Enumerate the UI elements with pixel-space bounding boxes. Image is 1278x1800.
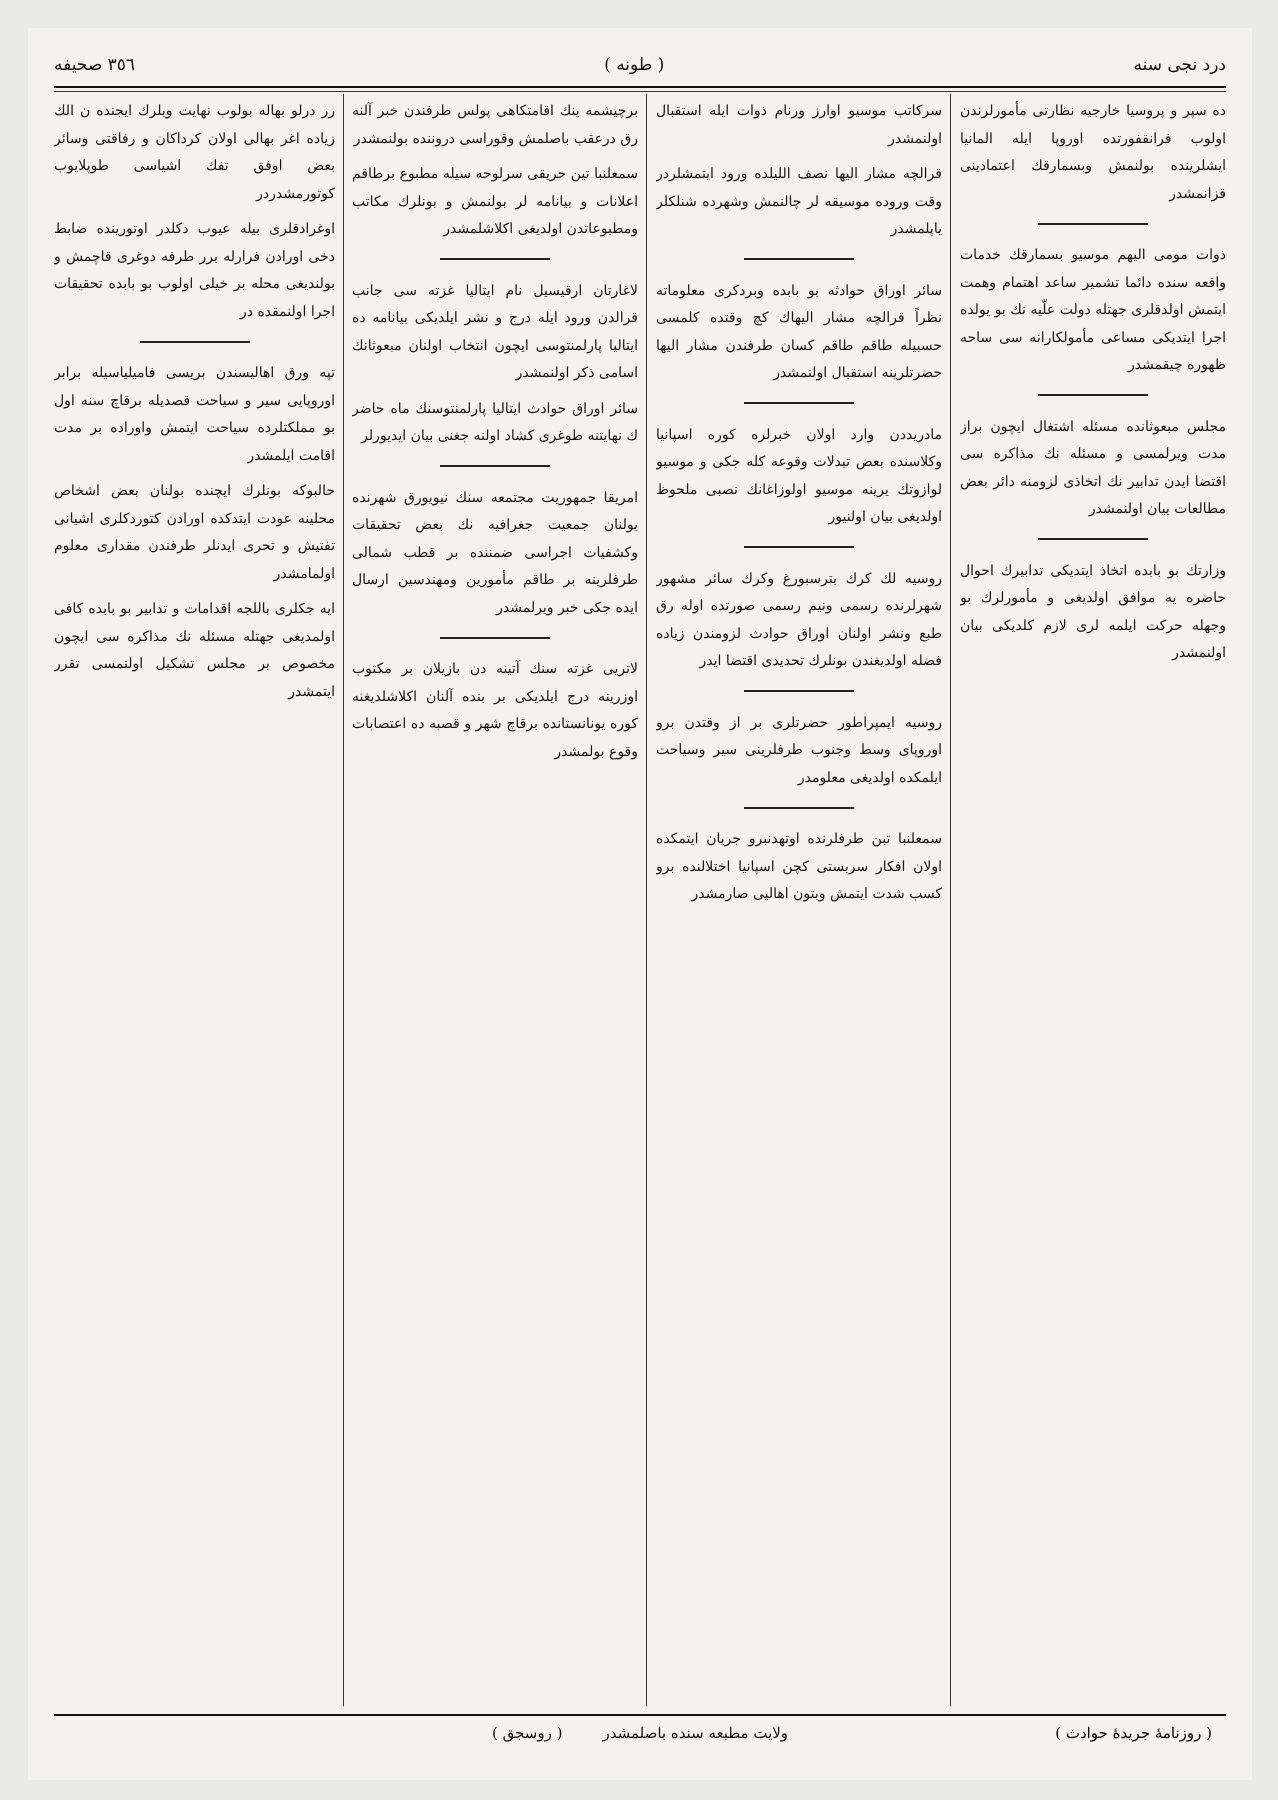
issue-year: درد نجى سنه — [1133, 55, 1226, 75]
article-paragraph: مجلس مبعوثانده مسئله اشتغال ايچون براز مدت ويرلمسى و مسئله نك مذاكره سى اقتضا ايدن تدابير نك اتخاذى لزومنه دائر بعض مطالعات بيان اولنمشدر — [960, 418, 1226, 517]
column-separator — [646, 94, 647, 1706]
article-paragraph: ذوات مومى اليهم موسيو بسمارقك خدمات واقعه سنده دائما تشمير ساعد اهتمام وهمت ايتمش اولدقلرى جهتله دولت علّيه نك بو يولده اجرا ايتديكى مساعى مأمولكارانه سى ساحه ظهوره چيقمشدر — [960, 247, 1226, 373]
article-paragraph: لاتريى غزته سنك آتينه دن بازيلان بر مكتوب اوزرينه درج ايلديكى بر بنده آلنان اكلاشلديغنه كوره يونانستانده برقاچ شهر و قصبه ده اعتصابات وقوع بولمشدر — [352, 661, 638, 760]
article-divider — [656, 684, 942, 700]
article-divider — [352, 630, 638, 646]
column-separator — [950, 94, 951, 1706]
footer-rule — [54, 1714, 1226, 1716]
newspaper-title: ( طونه ) — [604, 55, 665, 75]
article-paragraph: روسيه ايمپراطور حضرتلرى بر از وقتدن برو اوروپاى وسط وجنوب طرفلرينى سير وسياحت ايلمكده اولديغى معلومدر — [656, 714, 942, 786]
article-paragraph: روسيه لك كرك بترسبورغ وكرك سائر مشهور شهرلرنده رسمى ونيم رسمى صورتده اوله رق طبع ونشر اولنان اوراق حوادث لزومندن زياده فضله اولديغندن بونلرك تحديدى اقتضا ايدر — [656, 570, 942, 669]
article-paragraph: ايه جكلرى باللجه اقدامات و تدابير بو بابده كافى اولمديغى جهتله مسئله نك مذاكره سى ايچون مخصوص بر مجلس تشكيل اولنمسى تقرر ايتمشدر — [54, 601, 335, 700]
article-paragraph: سركاتب موسيو اوارز ورنام ذوات ايله استقبال اولنمشدر — [656, 103, 942, 147]
article-paragraph: لاغارتان ارقيسيل نام ايتاليا غزته سى جانب قرالدن ورود ايله درج و نشر ايلديكى بيانامه ده ايتاليا پارلمنتوسى ايچون انتخاب اولنان مبعوثانك اسامى ذكر اولنمشدر — [352, 282, 638, 381]
printer-city: ( روسجق ) — [491, 1724, 563, 1742]
newspaper-page — [28, 28, 1252, 1780]
article-paragraph: مادريددن وارد اولان خبرلره كوره اسپانيا وكلاسنده بعض تبدلات وقوعه كله جكى و موسيو لوازوتك يرينه موسيو اولوزاغانك نصبى ملحوظ اولديغى بيان اولنيور — [656, 426, 942, 525]
article-paragraph: امريقا جمهوريت مجتمعه سنك نيويورق شهرنده بولنان جمعيت جغرافيه نك بعض تحقيقات وكشفيات اجراسى ضمننده بر قطب شمالى طرفلرينه بر طاقم مأمورين ومهندسين ارسال ايده جكى خبر ويرلمشدر — [352, 489, 638, 616]
column-1 — [960, 98, 1226, 1698]
article-paragraph: برچيشمه ينك اقامتكاهى پولس طرفندن خبر آلنه رق درعقب باصلمش وقوراسى دروننده بولنمشدر — [352, 103, 638, 147]
article-divider — [656, 396, 942, 412]
article-paragraph: سمعلنبا تين حريقى سرلوحه سيله مطبوع برطاقم اعلانات و بيانامه لر بولنمش و بونلرك مكاتب ومطبوعاتدن اولديغى اكلاشلمشدر — [352, 166, 638, 237]
page-number: ٣٥٦ صحيفه — [54, 55, 136, 75]
article-divider — [960, 388, 1226, 404]
article-paragraph: ده سپر و پروسيا خارجيه نظارتى مأمورلرندن اولوب فرانقفورتده اوروپا ايله المانيا ايشلرينده بولنمش وبسمارقك اعتمادينى قزانمشدر — [960, 103, 1226, 202]
column-separator — [343, 94, 344, 1706]
article-paragraph: حالبوكه بونلرك ايچنده بولنان بعض اشخاص محلينه عودت ايتدكده اورادن كتوردكلرى اشيانى تفتيش و تحرى ايدنلر طرفندن مقدارى معلوم اولمامشدر — [54, 483, 335, 582]
article-paragraph: اوغرادقلرى بيله عيوب دكلدر اوتورينده ضابط دخى اورادن فرارله برر طرفه دوغرى قاچمش و بولنديغى محله بر خيلى اولوب بو بابده تحقيقات اجرا اولنمقده در — [54, 221, 335, 320]
column-4 — [54, 98, 335, 1698]
printer-credit: ولايت مطبعه سنده باصلمشدر — [602, 1724, 789, 1742]
article-paragraph: سمعلنبا تبن طرفلرنده اوتهدنبرو جريان ايتمكده اولان افكار سربستى كچن اسپانيا اختلالنده برو كسب شدت ايتمش وبتون اهاليى صارمشدر — [656, 831, 942, 902]
header-rule — [54, 86, 1226, 88]
article-divider — [960, 532, 1226, 548]
page-footer — [54, 1724, 1226, 1750]
article-divider — [656, 252, 942, 268]
article-paragraph: سائر اوراق حوادثه بو بابده وبردكرى معلوماته نظراً قرالچه مشار اليهاك كچ وقتده كلمسى حسبيله طاقم طاقم كسان طرفندن مشار اليها حضرتلرينه استقبال اولنمشدر — [656, 282, 942, 381]
article-paragraph: رر درلو بهاله بولوب نهايت وبلرك ايجنده ن الك زياده اغر بهالى اولان كرداكان و رفاقتى وسائر بعض اوفق تفك اشياسى طوپلايوب كوتورمشدردر — [54, 103, 335, 202]
article-divider — [352, 252, 638, 268]
page-header — [28, 52, 1252, 78]
article-paragraph: قرالچه مشار اليها نصف الليلده ورود ايتمشلردر وقت وروده موسيقه لر چالنمش وشهرده شنلكلر ياپلمشدر — [656, 166, 942, 237]
article-paragraph: تپه ورق اهاليسندن بريسى فاميلياسيله برابر اوروپايى سير و سياحت قصديله برقاچ سنه اول بو مملكتلرده سياحت ايتمش واوراده بر مدت اقامت ايلمشدر — [54, 365, 335, 464]
article-divider — [960, 216, 1226, 232]
article-paragraph: وزارتك بو بابده اتخاذ ايتديكى تدابيرك احوال حاضره يه موافق اولديغى و مأمورلرك بو وجهله حركت ايلمه لرى لازم كلديكى بيان اولنمشدر — [960, 562, 1226, 661]
column-3 — [352, 98, 638, 1698]
article-divider — [352, 459, 638, 475]
article-paragraph: سائر اوراق حوادث ايتاليا پارلمنتوسنك ماه حاضر ك نهايتنه طوغرى كشاد اولنه جغنى بيان ايديورلر — [352, 400, 638, 444]
source-credit: ( روزنامهٔ جريدهٔ حوادث ) — [1055, 1724, 1212, 1742]
article-divider — [656, 540, 942, 556]
column-2 — [656, 98, 942, 1698]
article-divider — [656, 800, 942, 816]
header-rule-thin — [54, 91, 1226, 92]
article-divider — [54, 334, 335, 350]
